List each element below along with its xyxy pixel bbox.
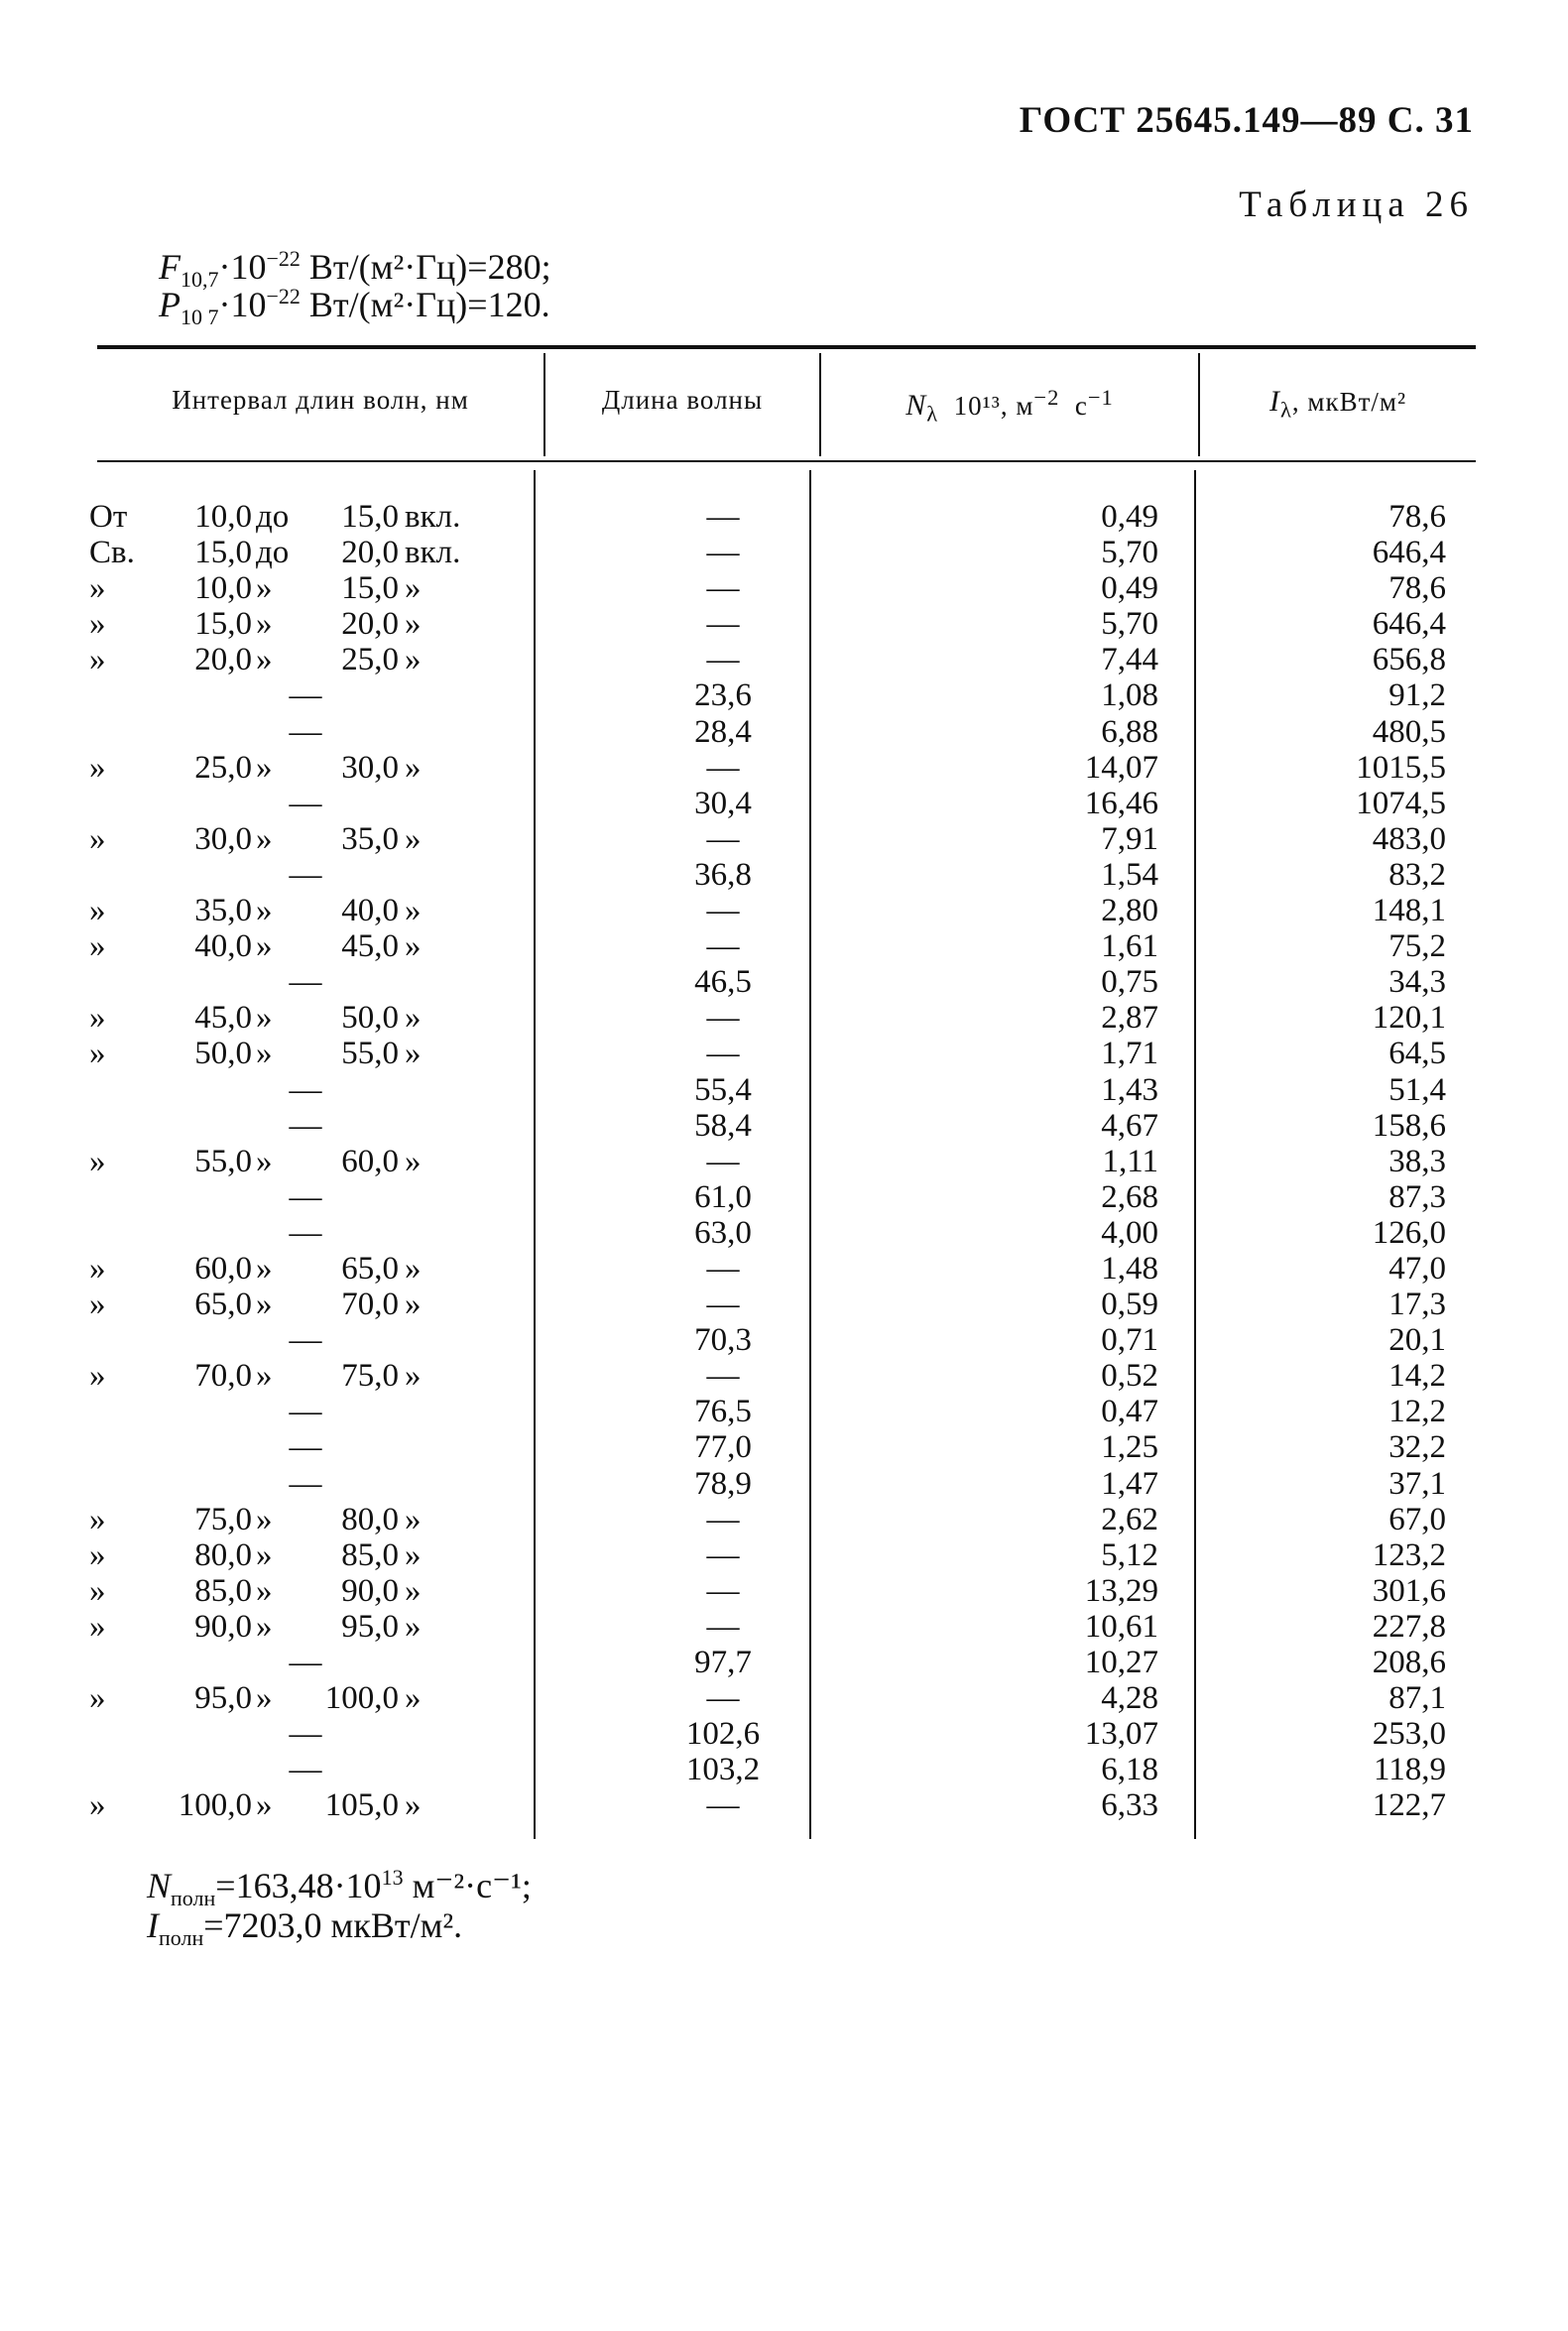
interval-connector: » — [256, 1143, 273, 1179]
interval-dash: — — [289, 1178, 322, 1215]
n-value-cell: 14,07 — [1084, 749, 1158, 786]
interval-from: 100,0 — [178, 1787, 252, 1824]
wavelength-cell: 102,6 — [685, 1716, 761, 1753]
n-value-cell: 6,33 — [1101, 1787, 1158, 1824]
interval-prefix: » — [89, 1608, 106, 1645]
divider — [1194, 470, 1196, 1839]
interval-connector: до — [256, 499, 290, 535]
interval-dash: — — [289, 1394, 322, 1430]
interval-from: 80,0 — [194, 1536, 252, 1573]
interval-dash: — — [289, 856, 322, 893]
i-value-cell: 12,2 — [1388, 1394, 1446, 1430]
i-value-cell: 37,1 — [1388, 1465, 1446, 1502]
interval-prefix: » — [89, 570, 106, 607]
i-value-cell: 78,6 — [1388, 570, 1446, 607]
interval-prefix: » — [89, 1000, 106, 1037]
wavelength-cell: 30,4 — [694, 785, 752, 821]
interval-dash: — — [289, 785, 322, 821]
i-value-cell: 646,4 — [1372, 606, 1446, 643]
interval-prefix: » — [89, 1680, 106, 1717]
i-value-cell: 75,2 — [1388, 928, 1446, 965]
wavelength-cell: — — [706, 1572, 740, 1609]
n-value-cell: 5,70 — [1101, 606, 1158, 643]
interval-suffix: » — [405, 642, 422, 678]
wavelength-cell: 55,4 — [694, 1071, 752, 1108]
wavelength-cell: 63,0 — [694, 1214, 752, 1251]
n-value-cell: 4,67 — [1101, 1107, 1158, 1144]
interval-connector: » — [256, 1358, 273, 1395]
wavelength-cell: — — [706, 928, 740, 965]
interval-to: 45,0 — [341, 928, 399, 965]
i-value-cell: 122,7 — [1372, 1787, 1446, 1824]
interval-connector: » — [256, 1250, 273, 1287]
interval-connector: » — [256, 1536, 273, 1573]
wavelength-cell: — — [706, 642, 740, 678]
pre-param-f: $F_{10,7}\cdot 10^{-22}$ Вт/(м²·Гц)=280; — [159, 246, 551, 293]
interval-to: 15,0 — [341, 570, 399, 607]
interval-to: 55,0 — [341, 1036, 399, 1072]
interval-prefix: » — [89, 1287, 106, 1323]
interval-connector: » — [256, 820, 273, 857]
wavelength-cell: — — [706, 1501, 740, 1537]
interval-prefix: » — [89, 820, 106, 857]
interval-suffix: » — [405, 1358, 422, 1395]
interval-connector: » — [256, 1036, 273, 1072]
interval-connector: » — [256, 893, 273, 929]
interval-connector: » — [256, 642, 273, 678]
interval-suffix: » — [405, 893, 422, 929]
interval-prefix: От — [89, 499, 128, 535]
wavelength-cell: 28,4 — [694, 713, 752, 750]
i-value-cell: 14,2 — [1388, 1358, 1446, 1395]
n-value-cell: 2,87 — [1101, 1000, 1158, 1037]
i-value-cell: 480,5 — [1372, 713, 1446, 750]
wavelength-cell: — — [706, 570, 740, 607]
interval-to: 20,0 — [341, 535, 399, 571]
interval-suffix: » — [405, 1787, 422, 1824]
n-value-cell: 7,44 — [1101, 642, 1158, 678]
interval-connector: » — [256, 928, 273, 965]
interval-to: 100,0 — [324, 1680, 399, 1717]
wavelength-cell: 103,2 — [685, 1752, 761, 1788]
n-value-cell: 10,27 — [1084, 1645, 1158, 1680]
wavelength-cell: — — [706, 1036, 740, 1072]
interval-to: 50,0 — [341, 1000, 399, 1037]
i-value-cell: 67,0 — [1388, 1501, 1446, 1537]
interval-prefix: » — [89, 606, 106, 643]
interval-prefix: » — [89, 1143, 106, 1179]
n-value-cell: 2,68 — [1101, 1178, 1158, 1215]
i-value-cell: 32,2 — [1388, 1429, 1446, 1466]
n-value-cell: 5,12 — [1101, 1536, 1158, 1573]
i-value-cell: 253,0 — [1372, 1716, 1446, 1753]
interval-to: 80,0 — [341, 1501, 399, 1537]
interval-dash: — — [289, 964, 322, 1001]
interval-suffix: » — [405, 1680, 422, 1717]
n-value-cell: 2,80 — [1101, 893, 1158, 929]
wavelength-cell: — — [706, 1287, 740, 1323]
wavelength-cell: 77,0 — [694, 1429, 752, 1466]
interval-dash: — — [289, 1645, 322, 1680]
i-value-cell: 483,0 — [1372, 820, 1446, 857]
wavelength-cell: — — [706, 1250, 740, 1287]
wavelength-cell: 46,5 — [694, 964, 752, 1001]
wavelength-cell: 58,4 — [694, 1107, 752, 1144]
interval-from: 15,0 — [194, 535, 252, 571]
interval-suffix: » — [405, 570, 422, 607]
interval-to: 30,0 — [341, 749, 399, 786]
n-value-cell: 7,91 — [1101, 820, 1158, 857]
i-value-cell: 51,4 — [1388, 1071, 1446, 1108]
interval-from: 90,0 — [194, 1608, 252, 1645]
wavelength-cell: 97,7 — [694, 1645, 752, 1680]
interval-connector: » — [256, 1501, 273, 1537]
n-value-cell: 6,18 — [1101, 1752, 1158, 1788]
interval-prefix: » — [89, 1501, 106, 1537]
i-value-cell: 118,9 — [1373, 1752, 1446, 1788]
wavelength-cell: — — [706, 1358, 740, 1395]
n-value-cell: 1,43 — [1101, 1071, 1158, 1108]
interval-suffix: вкл. — [405, 535, 461, 571]
interval-dash: — — [289, 1465, 322, 1502]
i-value-cell: 120,1 — [1372, 1000, 1446, 1037]
interval-suffix: » — [405, 1608, 422, 1645]
wavelength-cell: — — [706, 1536, 740, 1573]
interval-to: 20,0 — [341, 606, 399, 643]
interval-prefix: Св. — [89, 535, 135, 571]
interval-to: 105,0 — [324, 1787, 399, 1824]
i-value-cell: 87,3 — [1388, 1178, 1446, 1215]
i-value-cell: 123,2 — [1372, 1536, 1446, 1573]
interval-suffix: » — [405, 820, 422, 857]
n-value-cell: 2,62 — [1101, 1501, 1158, 1537]
interval-suffix: » — [405, 1036, 422, 1072]
interval-from: 85,0 — [194, 1572, 252, 1609]
wavelength-cell: — — [706, 1143, 740, 1179]
wavelength-cell: — — [706, 893, 740, 929]
interval-suffix: » — [405, 749, 422, 786]
interval-to: 95,0 — [341, 1608, 399, 1645]
interval-suffix: » — [405, 1501, 422, 1537]
interval-dash: — — [289, 677, 322, 714]
total-n: $N_{полн}=163,48\cdot 10^{13}$ м⁻²·с⁻¹; — [147, 1865, 532, 1911]
interval-prefix: » — [89, 642, 106, 678]
n-value-cell: 13,29 — [1084, 1572, 1158, 1609]
interval-suffix: » — [405, 1536, 422, 1573]
interval-from: 50,0 — [194, 1036, 252, 1072]
i-value-cell: 20,1 — [1388, 1322, 1446, 1359]
interval-from: 10,0 — [194, 499, 252, 535]
wavelength-cell: 76,5 — [694, 1394, 752, 1430]
interval-to: 60,0 — [341, 1143, 399, 1179]
n-value-cell: 0,75 — [1101, 964, 1158, 1001]
interval-suffix: » — [405, 1143, 422, 1179]
col-interval-header: Интервал длин волн, нм — [172, 385, 469, 415]
wavelength-cell: 23,6 — [694, 677, 752, 714]
col-i-header: $I_\lambda$, мкВт/м² — [1268, 385, 1407, 423]
n-value-cell: 16,46 — [1084, 785, 1158, 821]
i-value-cell: 126,0 — [1372, 1214, 1446, 1251]
wavelength-cell: — — [706, 749, 740, 786]
table-top-rule — [97, 345, 1476, 349]
total-i: $I_{полн}=7203,0$ мкВт/м². — [147, 1905, 463, 1951]
interval-connector: » — [256, 1787, 273, 1824]
interval-from: 30,0 — [194, 820, 252, 857]
i-value-cell: 646,4 — [1372, 535, 1446, 571]
interval-to: 90,0 — [341, 1572, 399, 1609]
i-value-cell: 38,3 — [1388, 1143, 1446, 1179]
i-value-cell: 83,2 — [1388, 856, 1446, 893]
interval-to: 70,0 — [341, 1287, 399, 1323]
interval-suffix: » — [405, 606, 422, 643]
wavelength-cell: — — [706, 1608, 740, 1645]
i-value-cell: 301,6 — [1372, 1572, 1446, 1609]
interval-to: 25,0 — [341, 642, 399, 678]
divider — [534, 470, 536, 1839]
n-value-cell: 1,47 — [1101, 1465, 1158, 1502]
interval-suffix: » — [405, 1250, 422, 1287]
n-value-cell: 0,71 — [1101, 1322, 1158, 1359]
interval-connector: » — [256, 1680, 273, 1717]
interval-suffix: » — [405, 1572, 422, 1609]
i-value-cell: 34,3 — [1388, 964, 1446, 1001]
i-value-cell: 1074,5 — [1356, 785, 1446, 821]
n-value-cell: 0,47 — [1101, 1394, 1158, 1430]
i-value-cell: 87,1 — [1388, 1680, 1446, 1717]
interval-connector: до — [256, 535, 290, 571]
interval-suffix: » — [405, 928, 422, 965]
interval-prefix: » — [89, 1787, 106, 1824]
i-value-cell: 78,6 — [1388, 499, 1446, 535]
wavelength-cell: 61,0 — [694, 1178, 752, 1215]
page-header: ГОСТ 25645.149—89 С. 31 — [1019, 100, 1474, 141]
wavelength-cell: 70,3 — [694, 1322, 752, 1359]
n-value-cell: 1,54 — [1101, 856, 1158, 893]
wavelength-cell: — — [706, 499, 740, 535]
interval-from: 25,0 — [194, 749, 252, 786]
i-value-cell: 64,5 — [1388, 1036, 1446, 1072]
interval-prefix: » — [89, 1536, 106, 1573]
interval-from: 45,0 — [194, 1000, 252, 1037]
interval-suffix: » — [405, 1287, 422, 1323]
n-value-cell: 1,71 — [1101, 1036, 1158, 1072]
n-value-cell: 13,07 — [1084, 1716, 1158, 1753]
interval-from: 65,0 — [194, 1287, 252, 1323]
interval-prefix: » — [89, 893, 106, 929]
wavelength-cell: — — [706, 535, 740, 571]
wavelength-cell: — — [706, 820, 740, 857]
wavelength-cell: — — [706, 606, 740, 643]
n-value-cell: 10,61 — [1084, 1608, 1158, 1645]
interval-from: 15,0 — [194, 606, 252, 643]
interval-from: 95,0 — [194, 1680, 252, 1717]
interval-dash: — — [289, 1322, 322, 1359]
i-value-cell: 91,2 — [1388, 677, 1446, 714]
n-value-cell: 0,49 — [1101, 499, 1158, 535]
n-value-cell: 1,61 — [1101, 928, 1158, 965]
wavelength-cell: — — [706, 1000, 740, 1037]
interval-prefix: » — [89, 928, 106, 965]
i-value-cell: 1015,5 — [1356, 749, 1446, 786]
interval-prefix: » — [89, 1572, 106, 1609]
interval-to: 75,0 — [341, 1358, 399, 1395]
interval-to: 85,0 — [341, 1536, 399, 1573]
wavelength-cell: — — [706, 1787, 740, 1824]
n-value-cell: 1,11 — [1102, 1143, 1158, 1179]
n-value-cell: 4,28 — [1101, 1680, 1158, 1717]
interval-connector: » — [256, 570, 273, 607]
interval-from: 20,0 — [194, 642, 252, 678]
i-value-cell: 47,0 — [1388, 1250, 1446, 1287]
n-value-cell: 6,88 — [1101, 713, 1158, 750]
interval-dash: — — [289, 1071, 322, 1108]
i-value-cell: 656,8 — [1372, 642, 1446, 678]
interval-to: 40,0 — [341, 893, 399, 929]
n-value-cell: 1,25 — [1101, 1429, 1158, 1466]
interval-to: 65,0 — [341, 1250, 399, 1287]
col-wavelength-header: Длина волны — [601, 385, 764, 415]
interval-connector: » — [256, 1000, 273, 1037]
interval-to: 35,0 — [341, 820, 399, 857]
table-caption: Таблица 26 — [1239, 184, 1474, 225]
n-value-cell: 5,70 — [1101, 535, 1158, 571]
interval-connector: » — [256, 606, 273, 643]
interval-connector: » — [256, 1608, 273, 1645]
n-value-cell: 0,49 — [1101, 570, 1158, 607]
interval-dash: — — [289, 713, 322, 750]
n-value-cell: 4,00 — [1101, 1214, 1158, 1251]
divider — [809, 470, 811, 1839]
i-value-cell: 227,8 — [1372, 1608, 1446, 1645]
n-value-cell: 0,52 — [1101, 1358, 1158, 1395]
interval-from: 10,0 — [194, 570, 252, 607]
interval-from: 75,0 — [194, 1501, 252, 1537]
interval-to: 15,0 — [341, 499, 399, 535]
interval-dash: — — [289, 1716, 322, 1753]
n-value-cell: 1,08 — [1101, 677, 1158, 714]
i-value-cell: 208,6 — [1372, 1645, 1446, 1680]
interval-dash: — — [289, 1752, 322, 1788]
interval-suffix: вкл. — [405, 499, 461, 535]
interval-dash: — — [289, 1107, 322, 1144]
interval-prefix: » — [89, 1250, 106, 1287]
interval-prefix: » — [89, 1036, 106, 1072]
wavelength-cell: 78,9 — [694, 1465, 752, 1502]
n-value-cell: 0,59 — [1101, 1287, 1158, 1323]
pre-param-p: $P_{10 7}\cdot 10^{-22}$ Вт/(м²·Гц)=120. — [159, 284, 550, 330]
i-value-cell: 17,3 — [1388, 1287, 1446, 1323]
col-n-header: $N_\lambda$ 10¹³, $м^{-2}$ $с^{-1}$ — [905, 385, 1114, 427]
interval-from: 60,0 — [194, 1250, 252, 1287]
n-value-cell: 1,48 — [1101, 1250, 1158, 1287]
interval-connector: » — [256, 1287, 273, 1323]
interval-prefix: » — [89, 749, 106, 786]
interval-dash: — — [289, 1214, 322, 1251]
interval-connector: » — [256, 1572, 273, 1609]
interval-prefix: » — [89, 1358, 106, 1395]
interval-from: 40,0 — [194, 928, 252, 965]
interval-suffix: » — [405, 1000, 422, 1037]
table-header-rule — [97, 460, 1476, 462]
interval-from: 55,0 — [194, 1143, 252, 1179]
i-value-cell: 148,1 — [1372, 893, 1446, 929]
interval-from: 70,0 — [194, 1358, 252, 1395]
interval-dash: — — [289, 1429, 322, 1466]
wavelength-cell: — — [706, 1680, 740, 1717]
interval-from: 35,0 — [194, 893, 252, 929]
wavelength-cell: 36,8 — [694, 856, 752, 893]
i-value-cell: 158,6 — [1372, 1107, 1446, 1144]
interval-connector: » — [256, 749, 273, 786]
